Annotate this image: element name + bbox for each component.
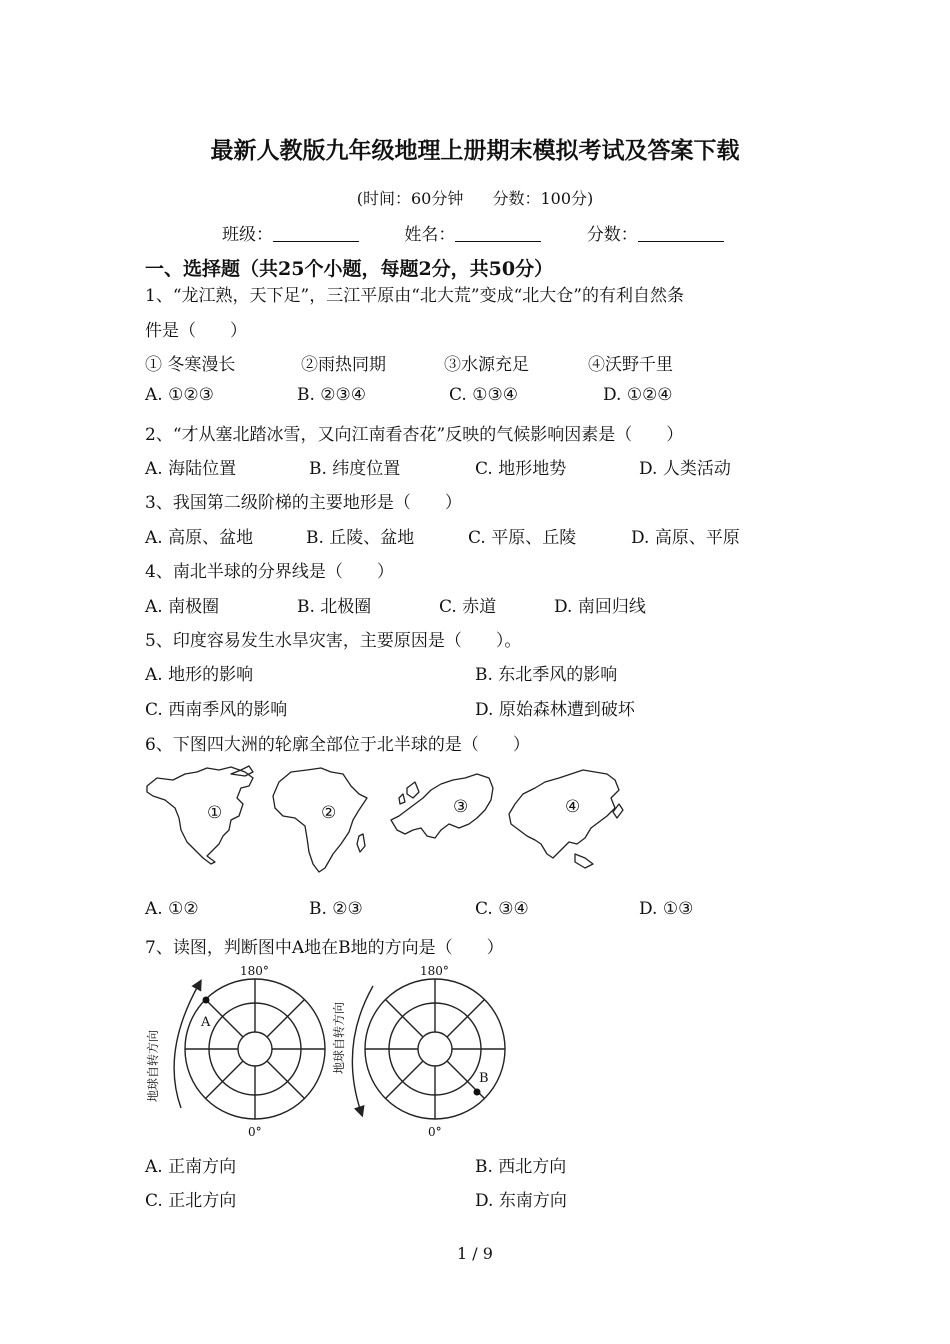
point-a-label: A [201,1015,211,1030]
question-2: 2、“才从塞北踏冰雪，又向江南看杏花”反映的气候影响因素是（ ） [145,425,684,445]
q5-option-b[interactable]: B. 东北季风的影响 [475,665,618,685]
right-polar-disc [365,979,505,1119]
left-rotation-label: 地球自转方向 [146,1029,160,1102]
q1-option-a[interactable]: A. ①②③ [145,385,214,405]
exam-time: (时间：60分钟 [356,189,464,208]
name-label: 姓名： [404,225,456,245]
score-label: 分数： [586,225,638,245]
q1-item-1: ① 冬寒漫长 [145,355,236,375]
q4-option-c[interactable]: C. 赤道 [439,597,497,617]
q2-option-a[interactable]: A. 海陆位置 [145,459,237,479]
map-label-2: ② [321,803,337,823]
continents-map-figure [145,764,625,876]
africa-outline [273,768,367,872]
north-america-outline [147,767,253,864]
right-top-label: 180° [420,964,449,978]
q7-option-a[interactable]: A. 正南方向 [145,1157,237,1177]
q6-option-b[interactable]: B. ②③ [309,899,363,919]
map-label-4: ④ [565,797,581,817]
question-1-line2: 件是（ ） [145,321,247,341]
question-5: 5、印度容易发生水旱灾害，主要原因是（ ）。 [145,631,522,651]
point-b-label: B [479,1071,489,1086]
q6-option-d[interactable]: D. ①③ [639,899,694,919]
section-heading: 一、选择题（共25个小题，每题2分，共50分） [145,258,554,280]
student-fields [222,220,764,245]
question-4: 4、南北半球的分界线是（ ） [145,562,394,582]
exam-total-score: 分数：100分) [492,189,594,208]
question-7: 7、读图，判断图中A地在B地的方向是（ ） [145,938,504,958]
q1-option-d[interactable]: D. ①②④ [603,385,673,405]
q2-option-c[interactable]: C. 地形地势 [475,459,567,479]
page-title: 最新人教版九年级地理上册期末模拟考试及答案下载 [210,137,740,164]
name-blank[interactable] [455,225,541,242]
exam-info [0,186,950,209]
q6-option-c[interactable]: C. ③④ [475,899,529,919]
q2-option-b[interactable]: B. 纬度位置 [309,459,401,479]
q7-option-d[interactable]: D. 东南方向 [475,1191,567,1211]
q5-option-c[interactable]: C. 西南季风的影响 [145,700,288,720]
q1-item-3: ③水源充足 [444,355,529,375]
q5-option-a[interactable]: A. 地形的影响 [145,665,254,685]
asia-outline [509,770,619,858]
q3-option-a[interactable]: A. 高原、盆地 [145,528,254,548]
q2-option-d[interactable]: D. 人类活动 [639,459,731,479]
q3-option-d[interactable]: D. 高原、平原 [631,528,740,548]
europe-outline [391,774,493,838]
q1-item-2: ②雨热同期 [301,355,386,375]
q4-option-d[interactable]: D. 南回归线 [554,597,646,617]
class-blank[interactable] [273,225,359,242]
right-rotation-label: 地球自转方向 [332,1001,346,1074]
question-3: 3、我国第二级阶梯的主要地形是（ ） [145,493,462,513]
question-1-line1: 1、“龙江熟，天下足”，三江平原由“北大荒”变成“北大仓”的有利自然条 [145,286,684,306]
q4-option-a[interactable]: A. 南极圈 [145,597,220,617]
score-blank[interactable] [638,225,724,242]
class-label: 班级： [222,225,273,245]
q1-option-b[interactable]: B. ②③④ [297,385,367,405]
q1-option-c[interactable]: C. ①③④ [449,385,518,405]
name-field[interactable] [404,220,541,245]
q1-item-4: ④沃野千里 [588,355,673,375]
q5-option-d[interactable]: D. 原始森林遭到破坏 [475,700,635,720]
left-bottom-label: 0° [248,1125,262,1139]
point-b-marker [474,1089,481,1096]
left-rotation-arrow [174,984,199,1108]
point-a-marker [203,997,210,1004]
q7-option-b[interactable]: B. 西北方向 [475,1157,567,1177]
class-field[interactable] [222,220,359,245]
q4-option-b[interactable]: B. 北极圈 [297,597,372,617]
right-bottom-label: 0° [428,1125,442,1139]
q3-option-c[interactable]: C. 平原、丘陵 [468,528,577,548]
polar-view-figure [143,962,523,1140]
q7-option-c[interactable]: C. 正北方向 [145,1191,237,1211]
q6-option-a[interactable]: A. ①② [145,899,199,919]
score-field[interactable] [587,220,724,245]
q3-option-b[interactable]: B. 丘陵、盆地 [306,528,415,548]
left-top-label: 180° [240,964,269,978]
map-label-1: ① [207,803,223,823]
map-label-3: ③ [453,797,469,817]
question-6: 6、下图四大洲的轮廓全部位于北半球的是（ ） [145,735,530,755]
page-number: 1 / 9 [457,1244,493,1263]
